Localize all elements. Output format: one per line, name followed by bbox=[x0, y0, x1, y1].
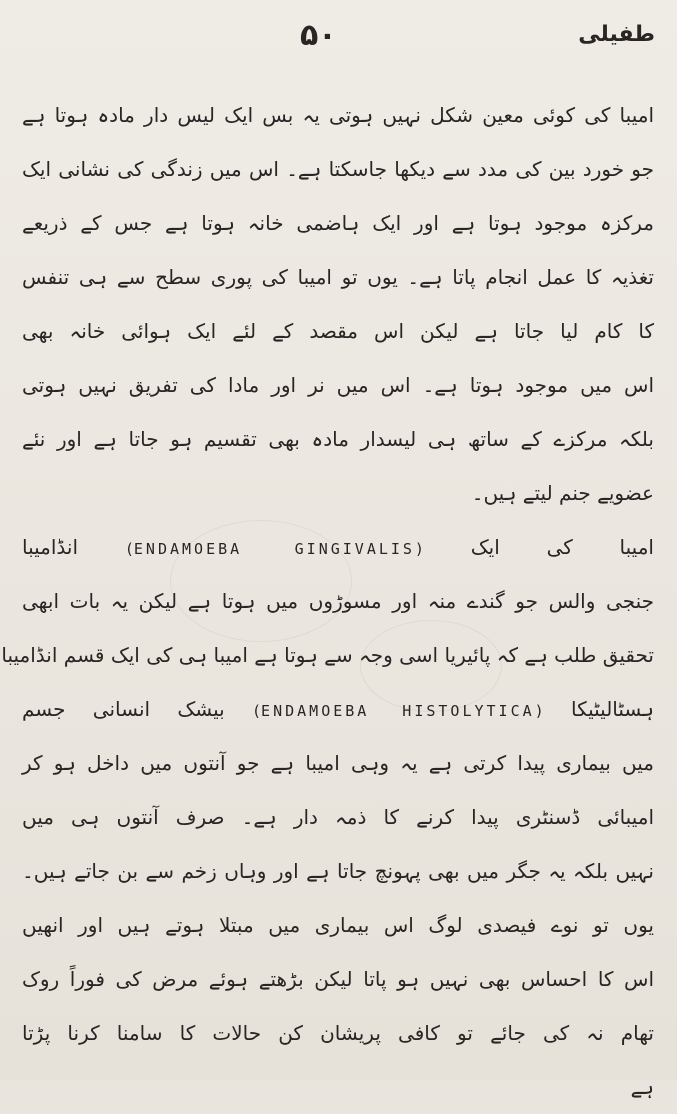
text-line: نہیں بلکہ یہ جگر میں بھی پہونچ جاتا ہے اور وہاں زخم سے بن جاتے ہیں۔ bbox=[22, 859, 654, 883]
text-line: یوں تو نوے فیصدی لوگ اس بیماری میں مبتلا ہوتے ہیں اور انھیں bbox=[22, 913, 654, 937]
text-line: عضویے جنم لیتے ہیں۔ bbox=[471, 481, 654, 505]
text-segment: ہسٹالیٹیکا bbox=[570, 697, 654, 721]
text-segment: بیشک انسانی جسم bbox=[22, 697, 225, 721]
text-line: مرکزہ موجود ہوتا ہے اور ایک ہاضمی خانہ ہوتا ہے جس کے ذریعے bbox=[22, 211, 654, 235]
text-line: جو خورد بین کی مدد سے دیکھا جاسکتا ہے۔ اس میں زندگی کی نشانی ایک bbox=[22, 157, 654, 181]
text-line: بلکہ مرکزے کے ساتھ ہی لیسدار مادہ بھی تقسیم ہو جاتا ہے اور نئے bbox=[22, 427, 654, 451]
page-header bbox=[0, 18, 677, 68]
text-segment: انڈامیبا bbox=[22, 535, 79, 559]
text-line: اس میں موجود ہوتا ہے۔ اس میں نر اور مادا کی تفریق نہیں ہوتی bbox=[22, 373, 654, 397]
text-line: تحقیق طلب ہے کہ پائیریا اسی وجہ سے ہوتا ہے امیبا ہی کی ایک قسم انڈامیبا bbox=[1, 643, 654, 667]
text-segment: امیبا کی ایک bbox=[470, 535, 654, 559]
text-line-with-latin bbox=[22, 520, 654, 574]
text-line: ہے bbox=[630, 1075, 654, 1099]
text-line: تھام نہ کی جائے تو کافی پریشان کن حالات کا سامنا کرنا پڑتا bbox=[22, 1021, 654, 1045]
text-line: امیبا کی کوئی معین شکل نہیں ہوتی یہ بس ایک لیس دار مادہ ہوتا ہے bbox=[22, 103, 654, 127]
page-number: ۵۰ bbox=[300, 18, 337, 53]
text-line: اس کا احساس بھی نہیں ہو پاتا لیکن بڑھتے ہوئے مرض کی فوراً روک bbox=[22, 967, 654, 991]
text-line: امیبائی ڈسنٹری پیدا کرنے کا ذمہ دار ہے۔ صرف آنتوں ہی میں bbox=[22, 805, 654, 829]
text-line: میں بیماری پیدا کرتی ہے یہ وہی امیبا ہے جو آنتوں میں داخل ہو کر bbox=[22, 751, 654, 775]
running-title: طفیلی bbox=[578, 22, 655, 47]
body-text bbox=[1, 88, 654, 1114]
text-line: جنجی والس جو گندے منہ اور مسوڑوں میں ہوتا ہے لیکن یہ بات ابھی bbox=[22, 589, 654, 613]
latin-term: (ENDAMOEBA GINGIVALIS) bbox=[124, 540, 424, 558]
text-line: کا کام لیا جاتا ہے لیکن اس مقصد کے لئے ایک ہوائی خانہ بھی bbox=[22, 319, 654, 343]
latin-term: (ENDAMOEBA HISTOLYTICA) bbox=[252, 702, 544, 720]
text-line-with-latin bbox=[22, 682, 654, 736]
text-line: تغذیہ کا عمل انجام پاتا ہے۔ یوں تو امیبا کی پوری سطح سے ہی تنفس bbox=[22, 265, 654, 289]
